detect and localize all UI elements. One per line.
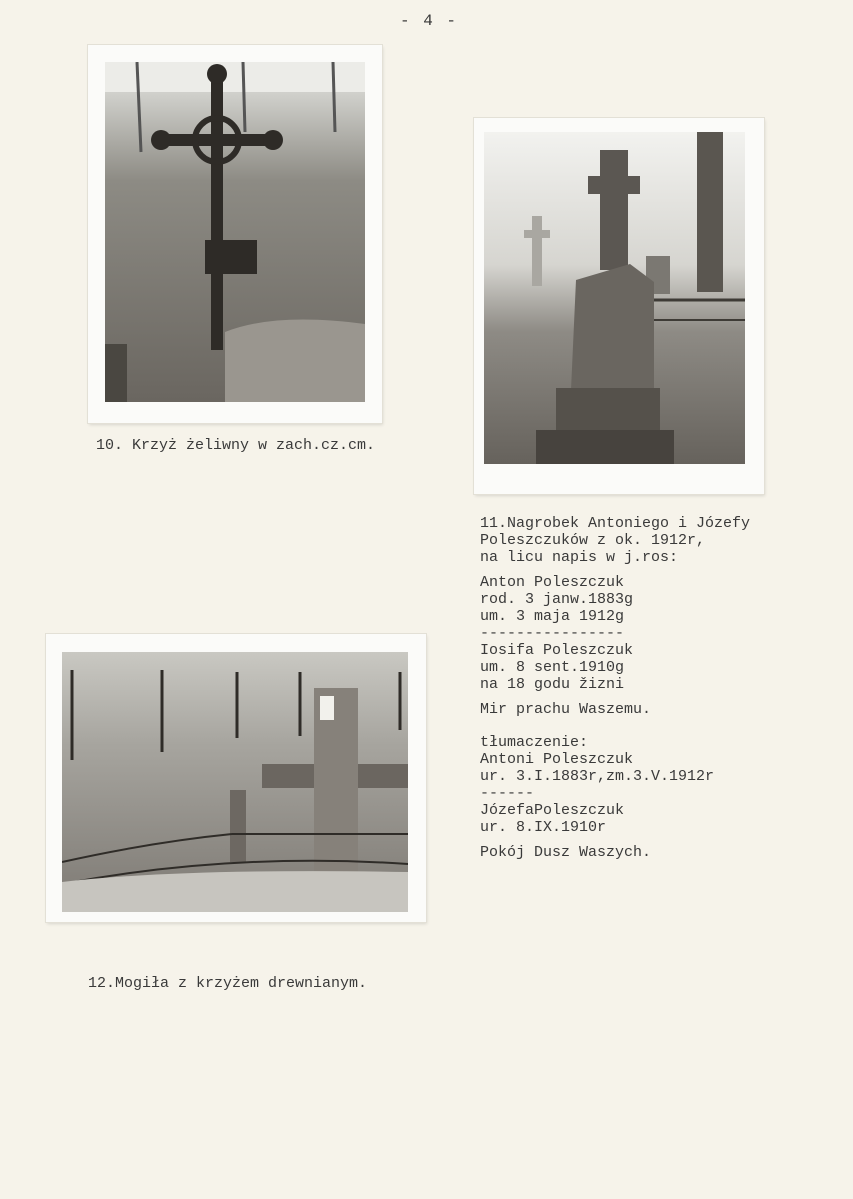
description-11: [480, 515, 750, 861]
translation-divider: ------: [480, 785, 535, 802]
translation-b-line-1: JózefaPoleszczuk: [480, 802, 625, 819]
photo-11-tombstone: [474, 118, 764, 494]
inscription-a-line-1: Anton Poleszczuk: [480, 574, 625, 591]
inscription-b-line-3: na 18 godu žizni: [480, 676, 625, 693]
description-heading-line-1: 11.Nagrobek Antoniego i Józefy: [480, 515, 751, 532]
inscription-a-line-3: um. 3 maja 1912g: [480, 608, 625, 625]
tombstone-image: [484, 132, 745, 464]
inscription-a-line-2: rod. 3 janw.1883g: [480, 591, 634, 608]
inscription-b-line-1: Iosifa Poleszczuk: [480, 642, 634, 659]
photo-10-cast-iron-cross: [88, 45, 382, 423]
caption-10: 10. Krzyż żeliwny w zach.cz.cm.: [96, 437, 376, 454]
page-number: - 4 -: [400, 12, 459, 30]
caption-12: 12.Mogiła z krzyżem drewnianym.: [88, 975, 368, 992]
description-heading-line-2: Poleszczuków z ok. 1912r,: [480, 532, 706, 549]
photo-12-wooden-cross-grave: [46, 634, 426, 922]
cast-iron-cross-image: [105, 62, 365, 402]
translation-a-line-2: ur. 3.I.1883r,zm.3.V.1912r: [480, 768, 715, 785]
inscription-divider: ----------------: [480, 625, 625, 642]
translation-label: tłumaczenie:: [480, 734, 589, 751]
translation-closing: Pokój Dusz Waszych.: [480, 844, 652, 861]
description-heading-line-3: na licu napis w j.ros:: [480, 549, 679, 566]
translation-b-line-2: ur. 8.IX.1910r: [480, 819, 607, 836]
translation-a-line-1: Antoni Poleszczuk: [480, 751, 634, 768]
wooden-cross-grave-image: [62, 652, 408, 912]
inscription-b-line-2: um. 8 sent.1910g: [480, 659, 625, 676]
inscription-closing: Mir prachu Waszemu.: [480, 701, 652, 718]
